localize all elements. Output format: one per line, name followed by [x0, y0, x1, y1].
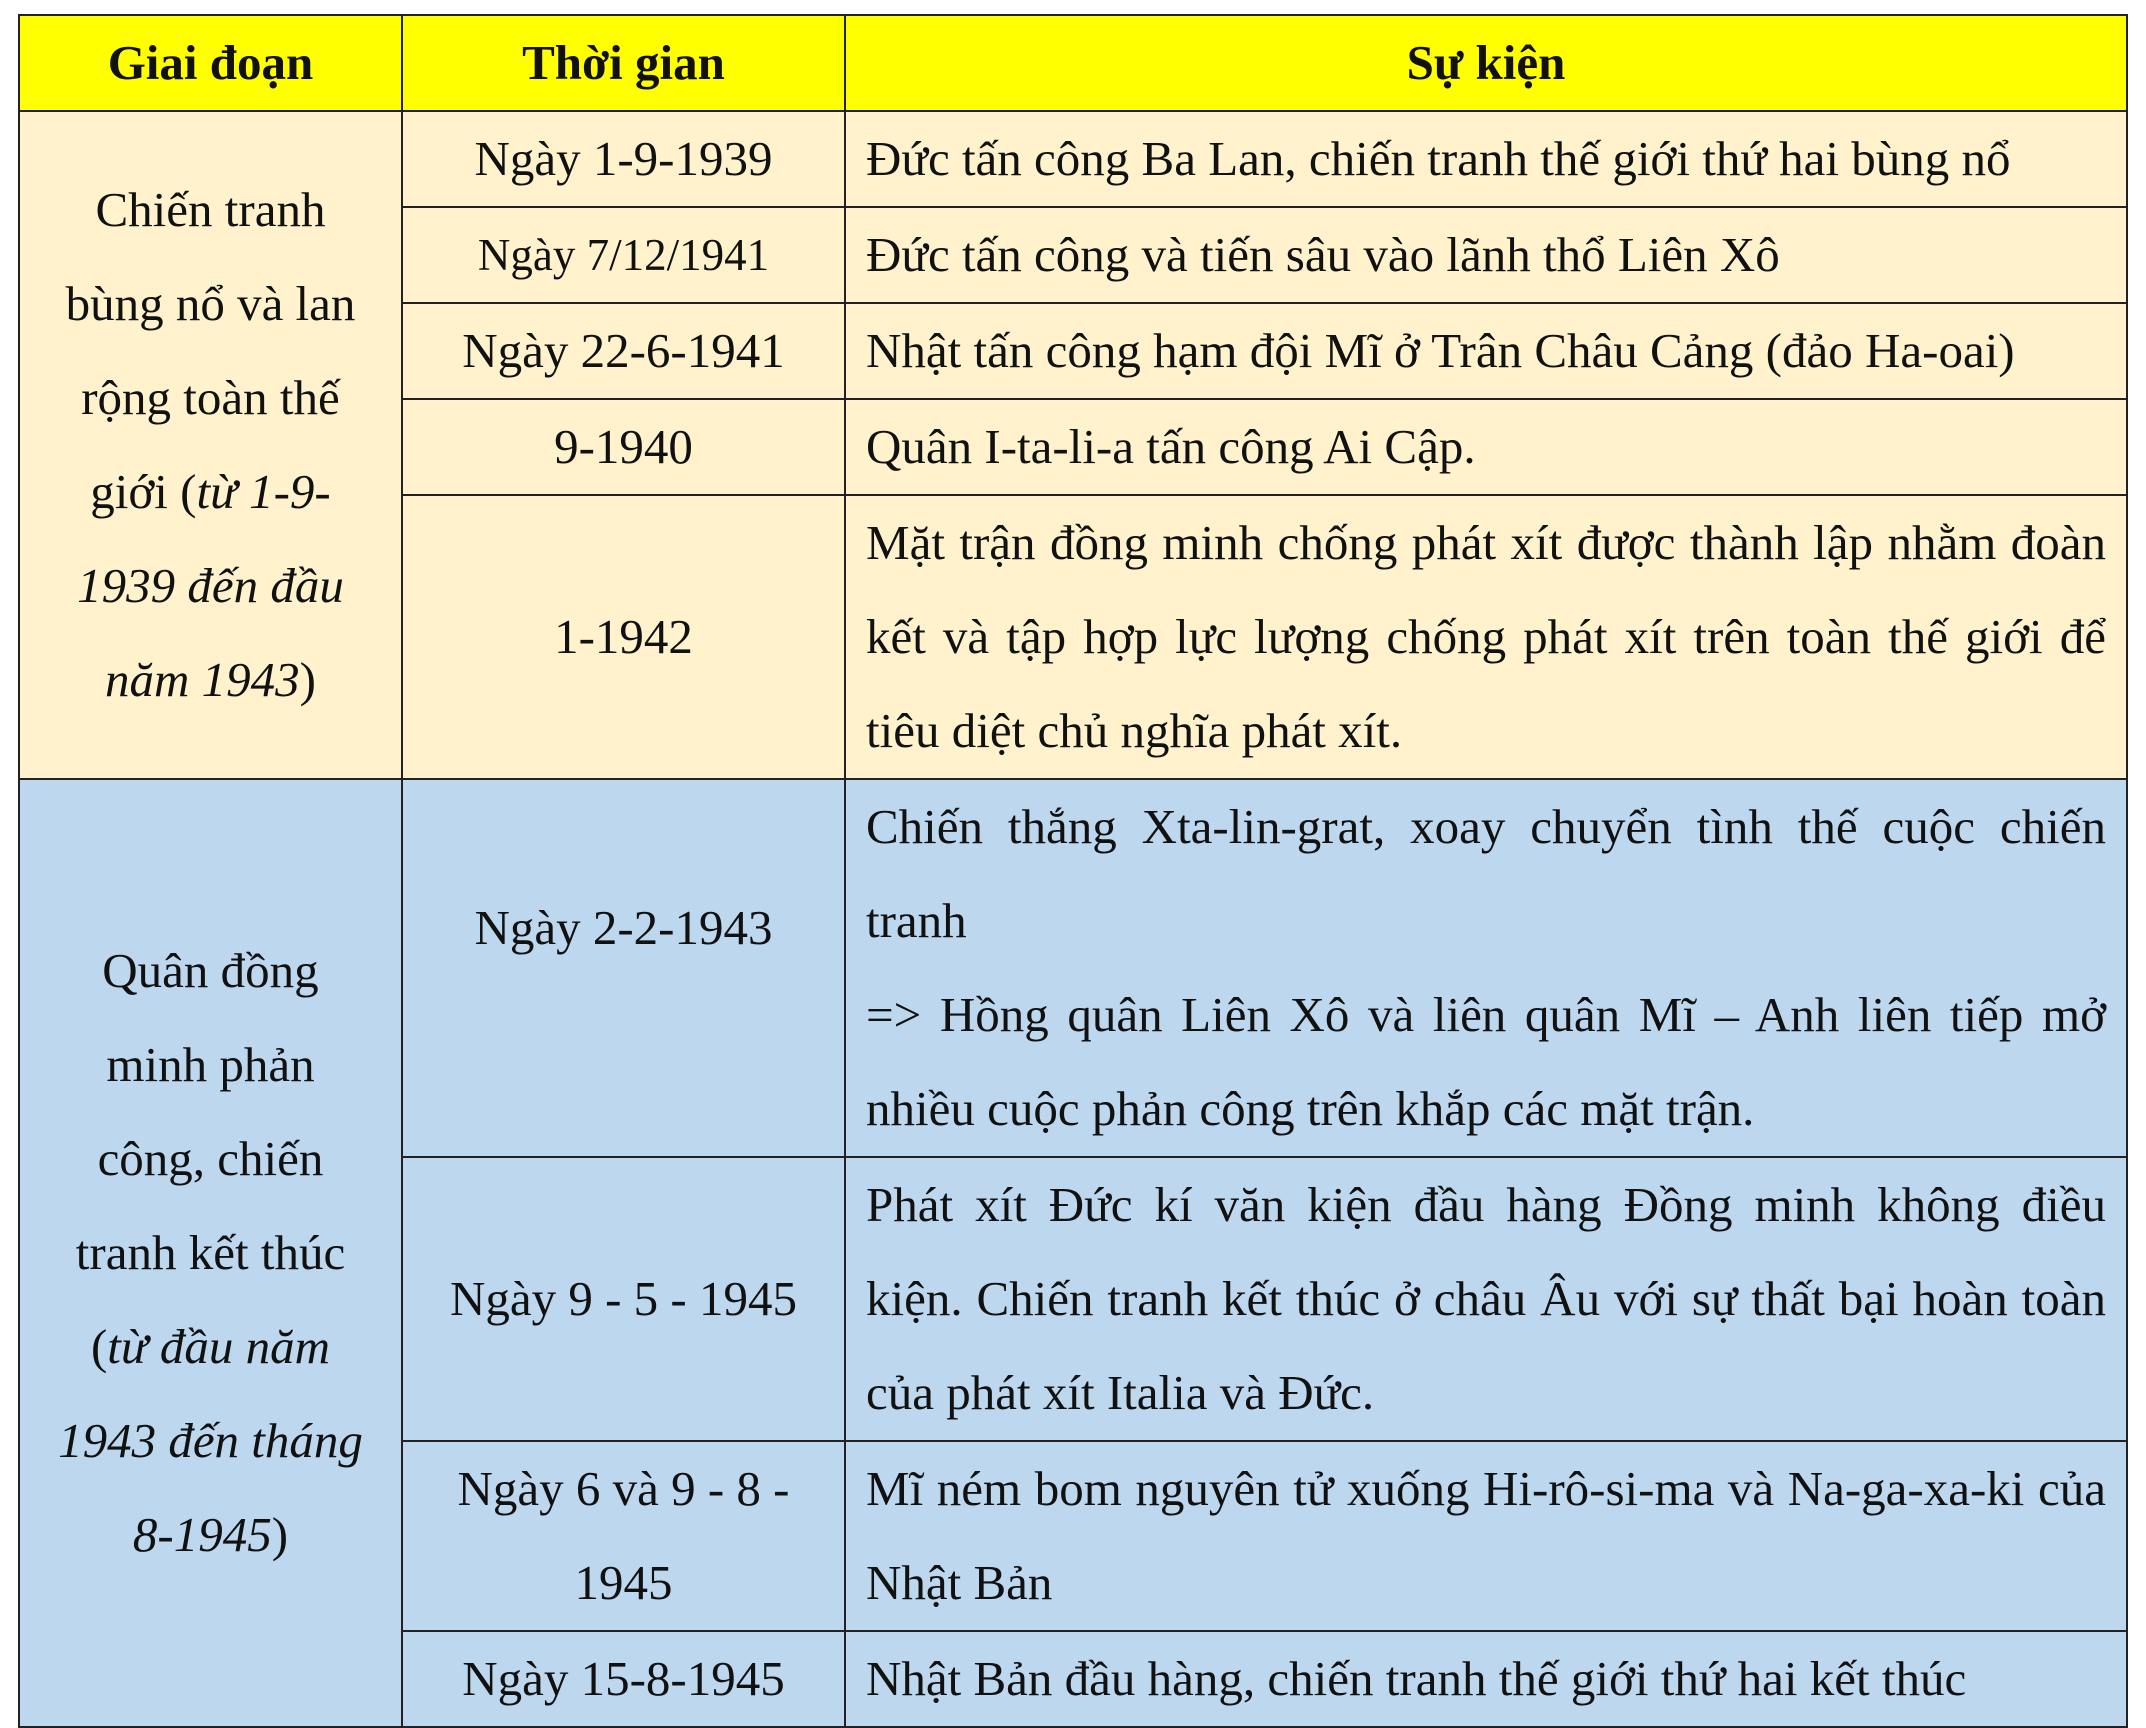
time-cell: Ngày 7/12/1941: [402, 207, 845, 303]
time-cell: Ngày 6 và 9 - 8 - 1945: [402, 1441, 845, 1631]
time-cell: Ngày 2-2-1943: [402, 779, 845, 1157]
time-cell: Ngày 22-6-1941: [402, 303, 845, 399]
event-cell: Nhật Bản đầu hàng, chiến tranh thế giới thứ hai kết thúc: [845, 1631, 2127, 1727]
event-cell: Mĩ ném bom nguyên tử xuống Hi-rô-si-ma và Na-ga-xa-ki của Nhật Bản: [845, 1441, 2127, 1631]
phase-1-cell: Chiến tranh bùng nổ và lan rộng toàn thế giới (từ 1-9- 1939 đến đầu năm 1943): [19, 111, 402, 779]
event-cell: Phát xít Đức kí văn kiện đầu hàng Đồng minh không điều kiện. Chiến tranh kết thúc ở châu Âu với sự thất bại hoàn toàn của phát xít Italia và Đức.: [845, 1157, 2127, 1441]
header-time: Thời gian: [402, 15, 845, 111]
time-cell: 1-1942: [402, 495, 845, 779]
time-cell: 9-1940: [402, 399, 845, 495]
time-cell: Ngày 9 - 5 - 1945: [402, 1157, 845, 1441]
phase-2-cell: Quân đồng minh phản công, chiến tranh kết thúc (từ đầu năm 1943 đến tháng 8-1945): [19, 779, 402, 1727]
table-row: [19, 779, 2127, 1157]
history-timeline-table: [18, 14, 2128, 1728]
header-row: [19, 15, 2127, 111]
event-cell: Chiến thắng Xta-lin-grat, xoay chuyển tình thế cuộc chiến tranh => Hồng quân Liên Xô và liên quân Mĩ – Anh liên tiếp mở nhiều cuộc phản công trên khắp các mặt trận.: [845, 779, 2127, 1157]
table-row: [19, 111, 2127, 207]
header-phase: Giai đoạn: [19, 15, 402, 111]
header-event: Sự kiện: [845, 15, 2127, 111]
time-cell: Ngày 1-9-1939: [402, 111, 845, 207]
event-cell: Đức tấn công Ba Lan, chiến tranh thế giới thứ hai bùng nổ: [845, 111, 2127, 207]
event-cell: Đức tấn công và tiến sâu vào lãnh thổ Liên Xô: [845, 207, 2127, 303]
event-cell: Quân I-ta-li-a tấn công Ai Cập.: [845, 399, 2127, 495]
event-cell: Nhật tấn công hạm đội Mĩ ở Trân Châu Cảng (đảo Ha-oai): [845, 303, 2127, 399]
time-cell: Ngày 15-8-1945: [402, 1631, 845, 1727]
event-cell: Mặt trận đồng minh chống phát xít được thành lập nhằm đoàn kết và tập hợp lực lượng chống phát xít trên toàn thế giới để tiêu diệt chủ nghĩa phát xít.: [845, 495, 2127, 779]
